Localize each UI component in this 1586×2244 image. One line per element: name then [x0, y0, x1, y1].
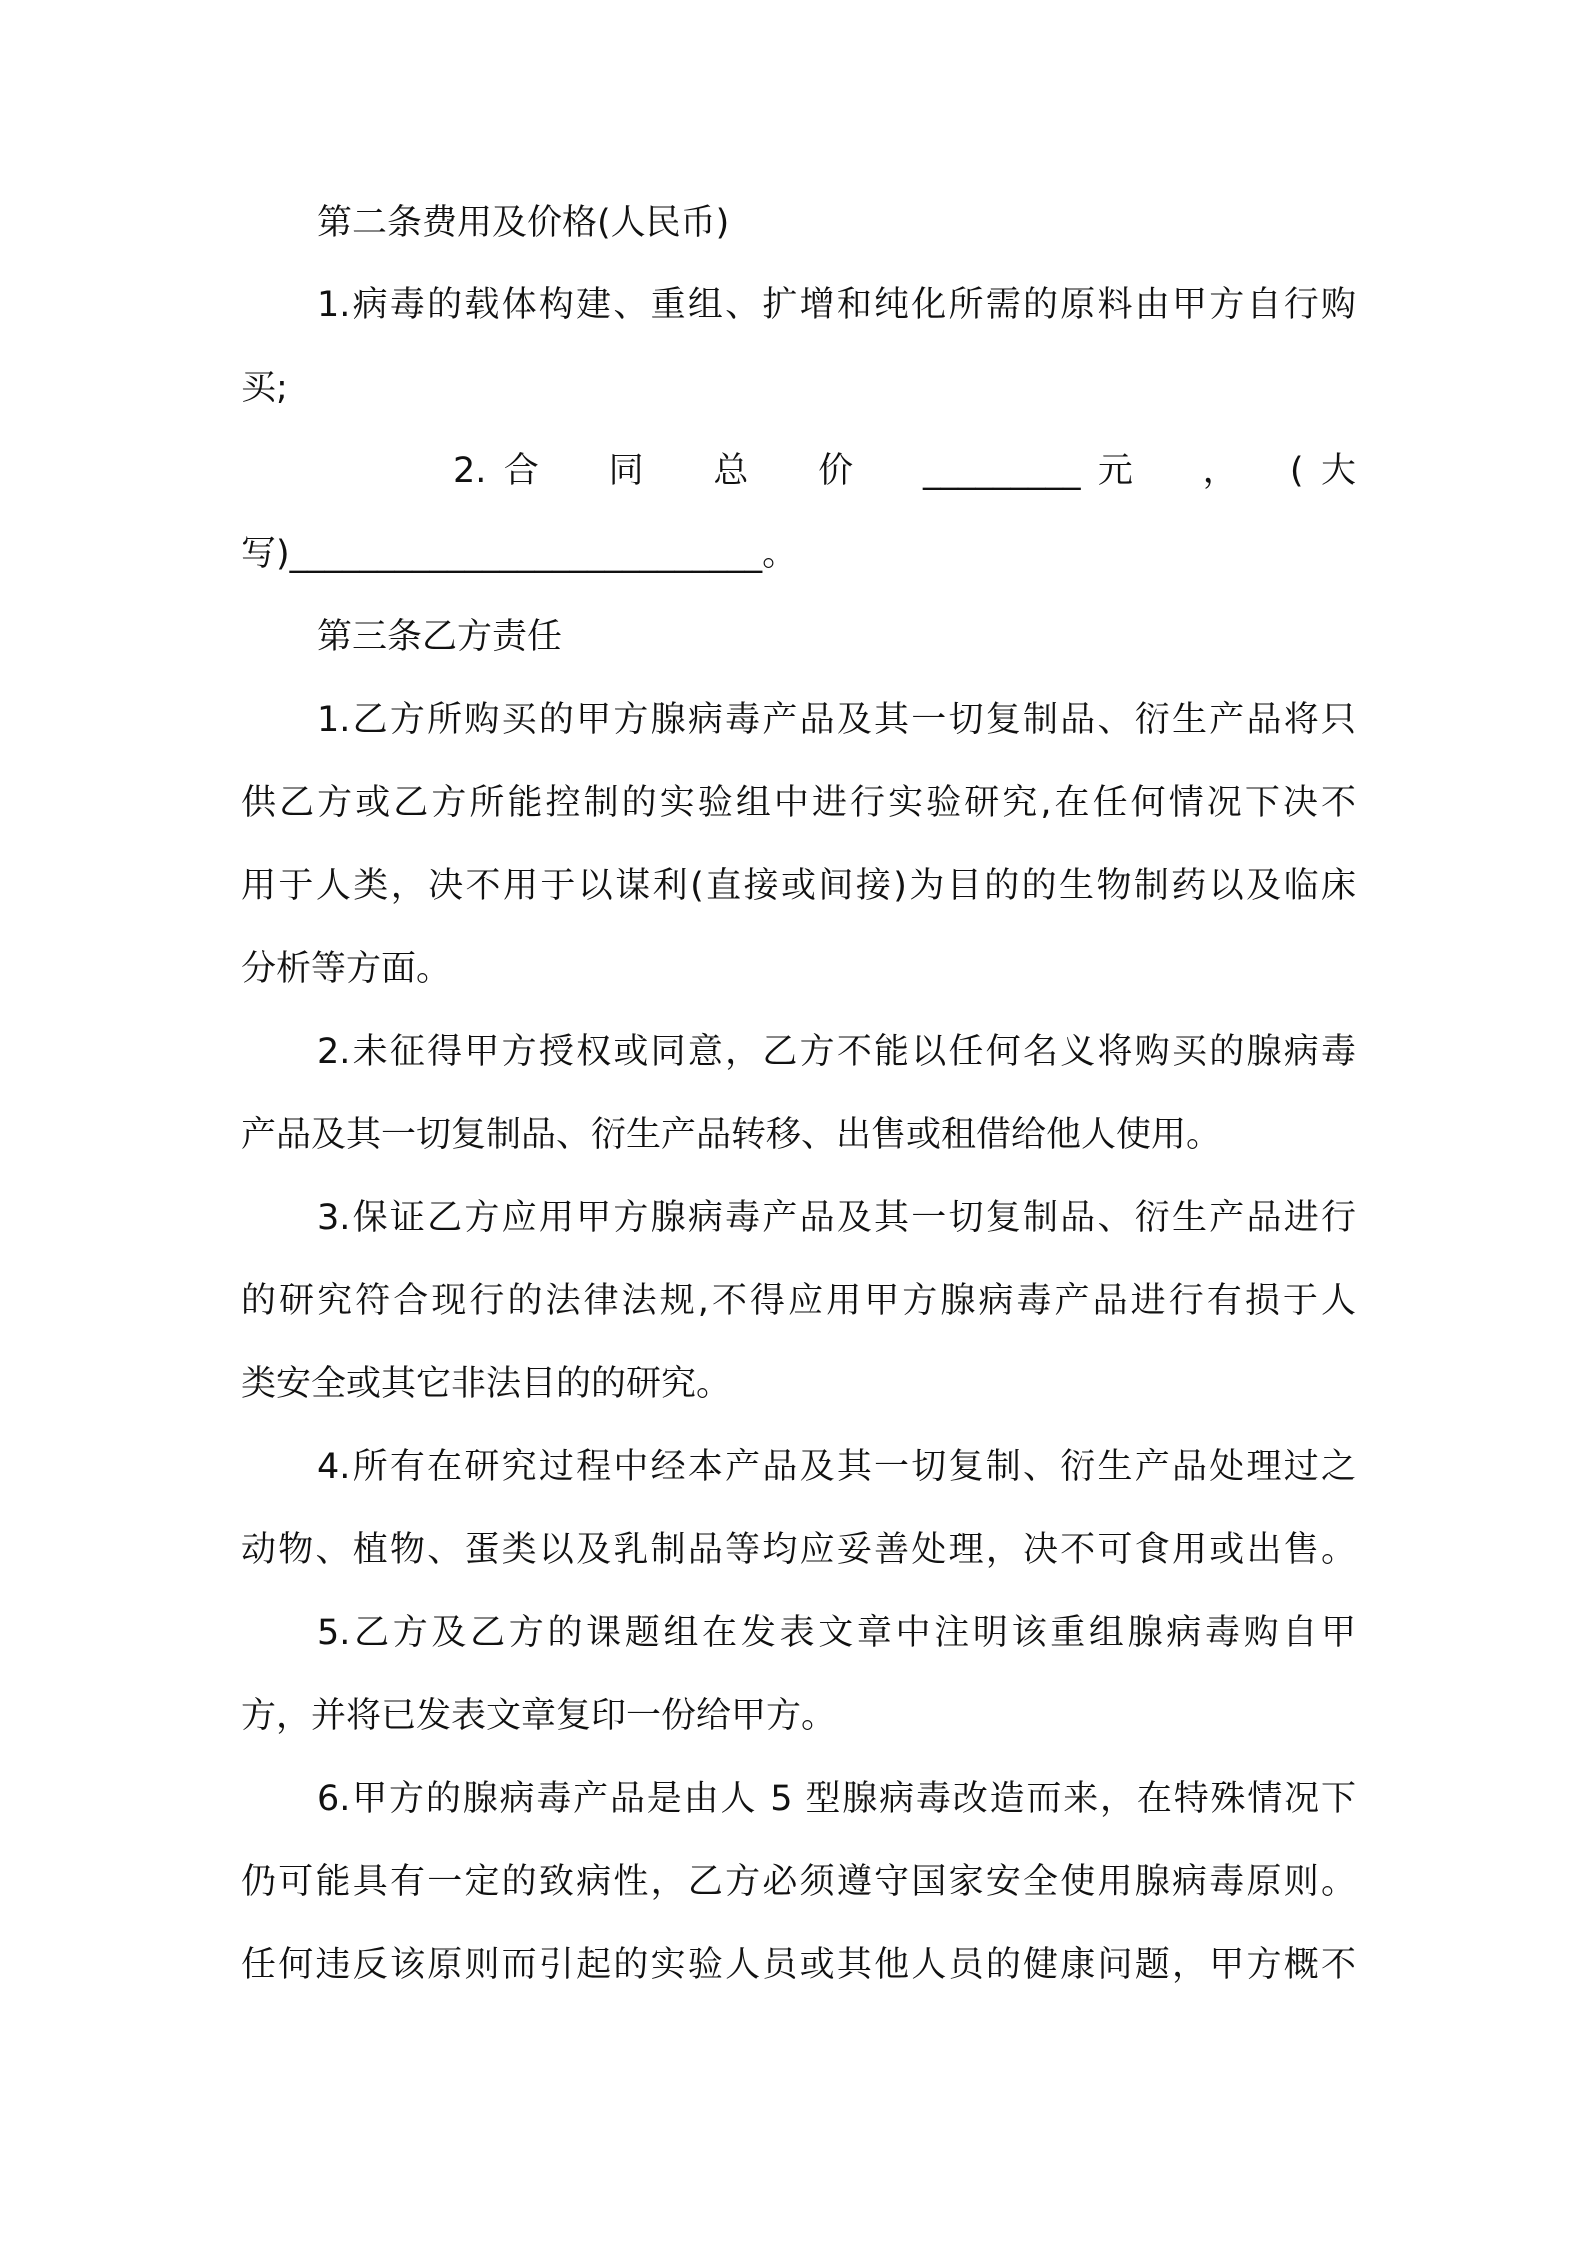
paragraph-line: 供乙方或乙方所能控制的实验组中进行实验研究,在任何情况下决不 [241, 783, 1356, 823]
section-heading-article-2: 第二条费用及价格(人民币) [317, 203, 730, 243]
paragraph-line: 买; [241, 368, 288, 408]
paragraph-line: 2.未征得甲方授权或同意，乙方不能以任何名义将购买的腺病毒 [317, 1032, 1356, 1072]
contract-total-price-line: 2.合 同 总 价 _________元 ， (大 [453, 451, 1356, 491]
paragraph-line: 5.乙方及乙方的课题组在发表文章中注明该重组腺病毒购自甲 [317, 1613, 1356, 1653]
paragraph-line: 3.保证乙方应用甲方腺病毒产品及其一切复制品、衍生产品进行 [317, 1198, 1356, 1238]
contract-total-price-uppercase-line: 写)___________________________。 [241, 534, 798, 574]
paragraph-line: 1.乙方所购买的甲方腺病毒产品及其一切复制品、衍生产品将只 [317, 700, 1356, 740]
paragraph-line: 类安全或其它非法目的的研究。 [241, 1364, 732, 1404]
paragraph-line: 1.病毒的载体构建、重组、扩增和纯化所需的原料由甲方自行购 [317, 285, 1356, 325]
section-heading-article-3: 第三条乙方责任 [317, 617, 563, 657]
paragraph-line: 方，并将已发表文章复印一份给甲方。 [241, 1696, 837, 1736]
paragraph-line: 用于人类，决不用于以谋利(直接或间接)为目的的生物制药以及临床 [241, 866, 1356, 906]
paragraph-line: 的研究符合现行的法律法规,不得应用甲方腺病毒产品进行有损于人 [241, 1281, 1356, 1321]
paragraph-line: 4.所有在研究过程中经本产品及其一切复制、衍生产品处理过之 [317, 1447, 1356, 1487]
paragraph-line: 任何违反该原则而引起的实验人员或其他人员的健康问题，甲方概不 [241, 1945, 1356, 1985]
paragraph-line: 产品及其一切复制品、衍生产品转移、出售或租借给他人使用。 [241, 1115, 1222, 1155]
paragraph-line: 仍可能具有一定的致病性，乙方必须遵守国家安全使用腺病毒原则。 [241, 1862, 1356, 1902]
paragraph-line: 6.甲方的腺病毒产品是由人 5 型腺病毒改造而来，在特殊情况下 [317, 1779, 1356, 1819]
paragraph-line: 分析等方面。 [241, 949, 452, 989]
paragraph-line: 动物、植物、蛋类以及乳制品等均应妥善处理，决不可食用或出售。 [241, 1530, 1356, 1570]
